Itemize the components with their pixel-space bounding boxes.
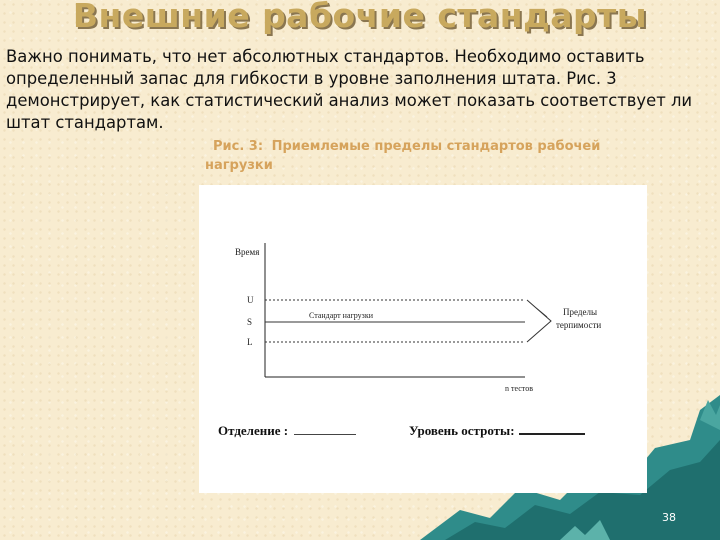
s-label: S	[247, 317, 253, 327]
department-blank	[294, 424, 356, 435]
department-label: Отделение :	[218, 423, 289, 438]
standard-line-label: Стандарт нагрузки	[309, 311, 374, 320]
severity-label: Уровень остроты:	[409, 423, 515, 438]
tolerance-label-line1: Пределы	[563, 307, 597, 317]
page-number: 38	[662, 511, 676, 524]
severity-field	[409, 423, 585, 439]
slide-body-text: Важно понимать, что нет абсолютных стандартов. Необходимо оставить определенный запас для гибкости в уровне заполнения штата. Рис. 3 демонстрирует, как статистический анализ может показать соответствует ли штат стандартам.	[6, 47, 693, 132]
figure-caption-number: Рис. 3:	[213, 139, 264, 154]
x-axis-label: n тестов	[505, 384, 533, 393]
y-axis-label: Время	[235, 247, 260, 257]
tolerance-bracket	[527, 300, 551, 342]
severity-blank	[519, 423, 585, 435]
slide-title: Внешние рабочие стандарты	[72, 0, 648, 35]
workload-standard-diagram	[199, 185, 647, 493]
department-field	[218, 423, 356, 439]
l-label: L	[247, 337, 253, 347]
figure-caption-text: Приемлемые пределы стандартов рабочей нагрузки	[205, 139, 601, 173]
figure-caption	[205, 137, 625, 175]
u-label: U	[247, 295, 254, 305]
tolerance-label-line2: терпимости	[556, 320, 602, 330]
